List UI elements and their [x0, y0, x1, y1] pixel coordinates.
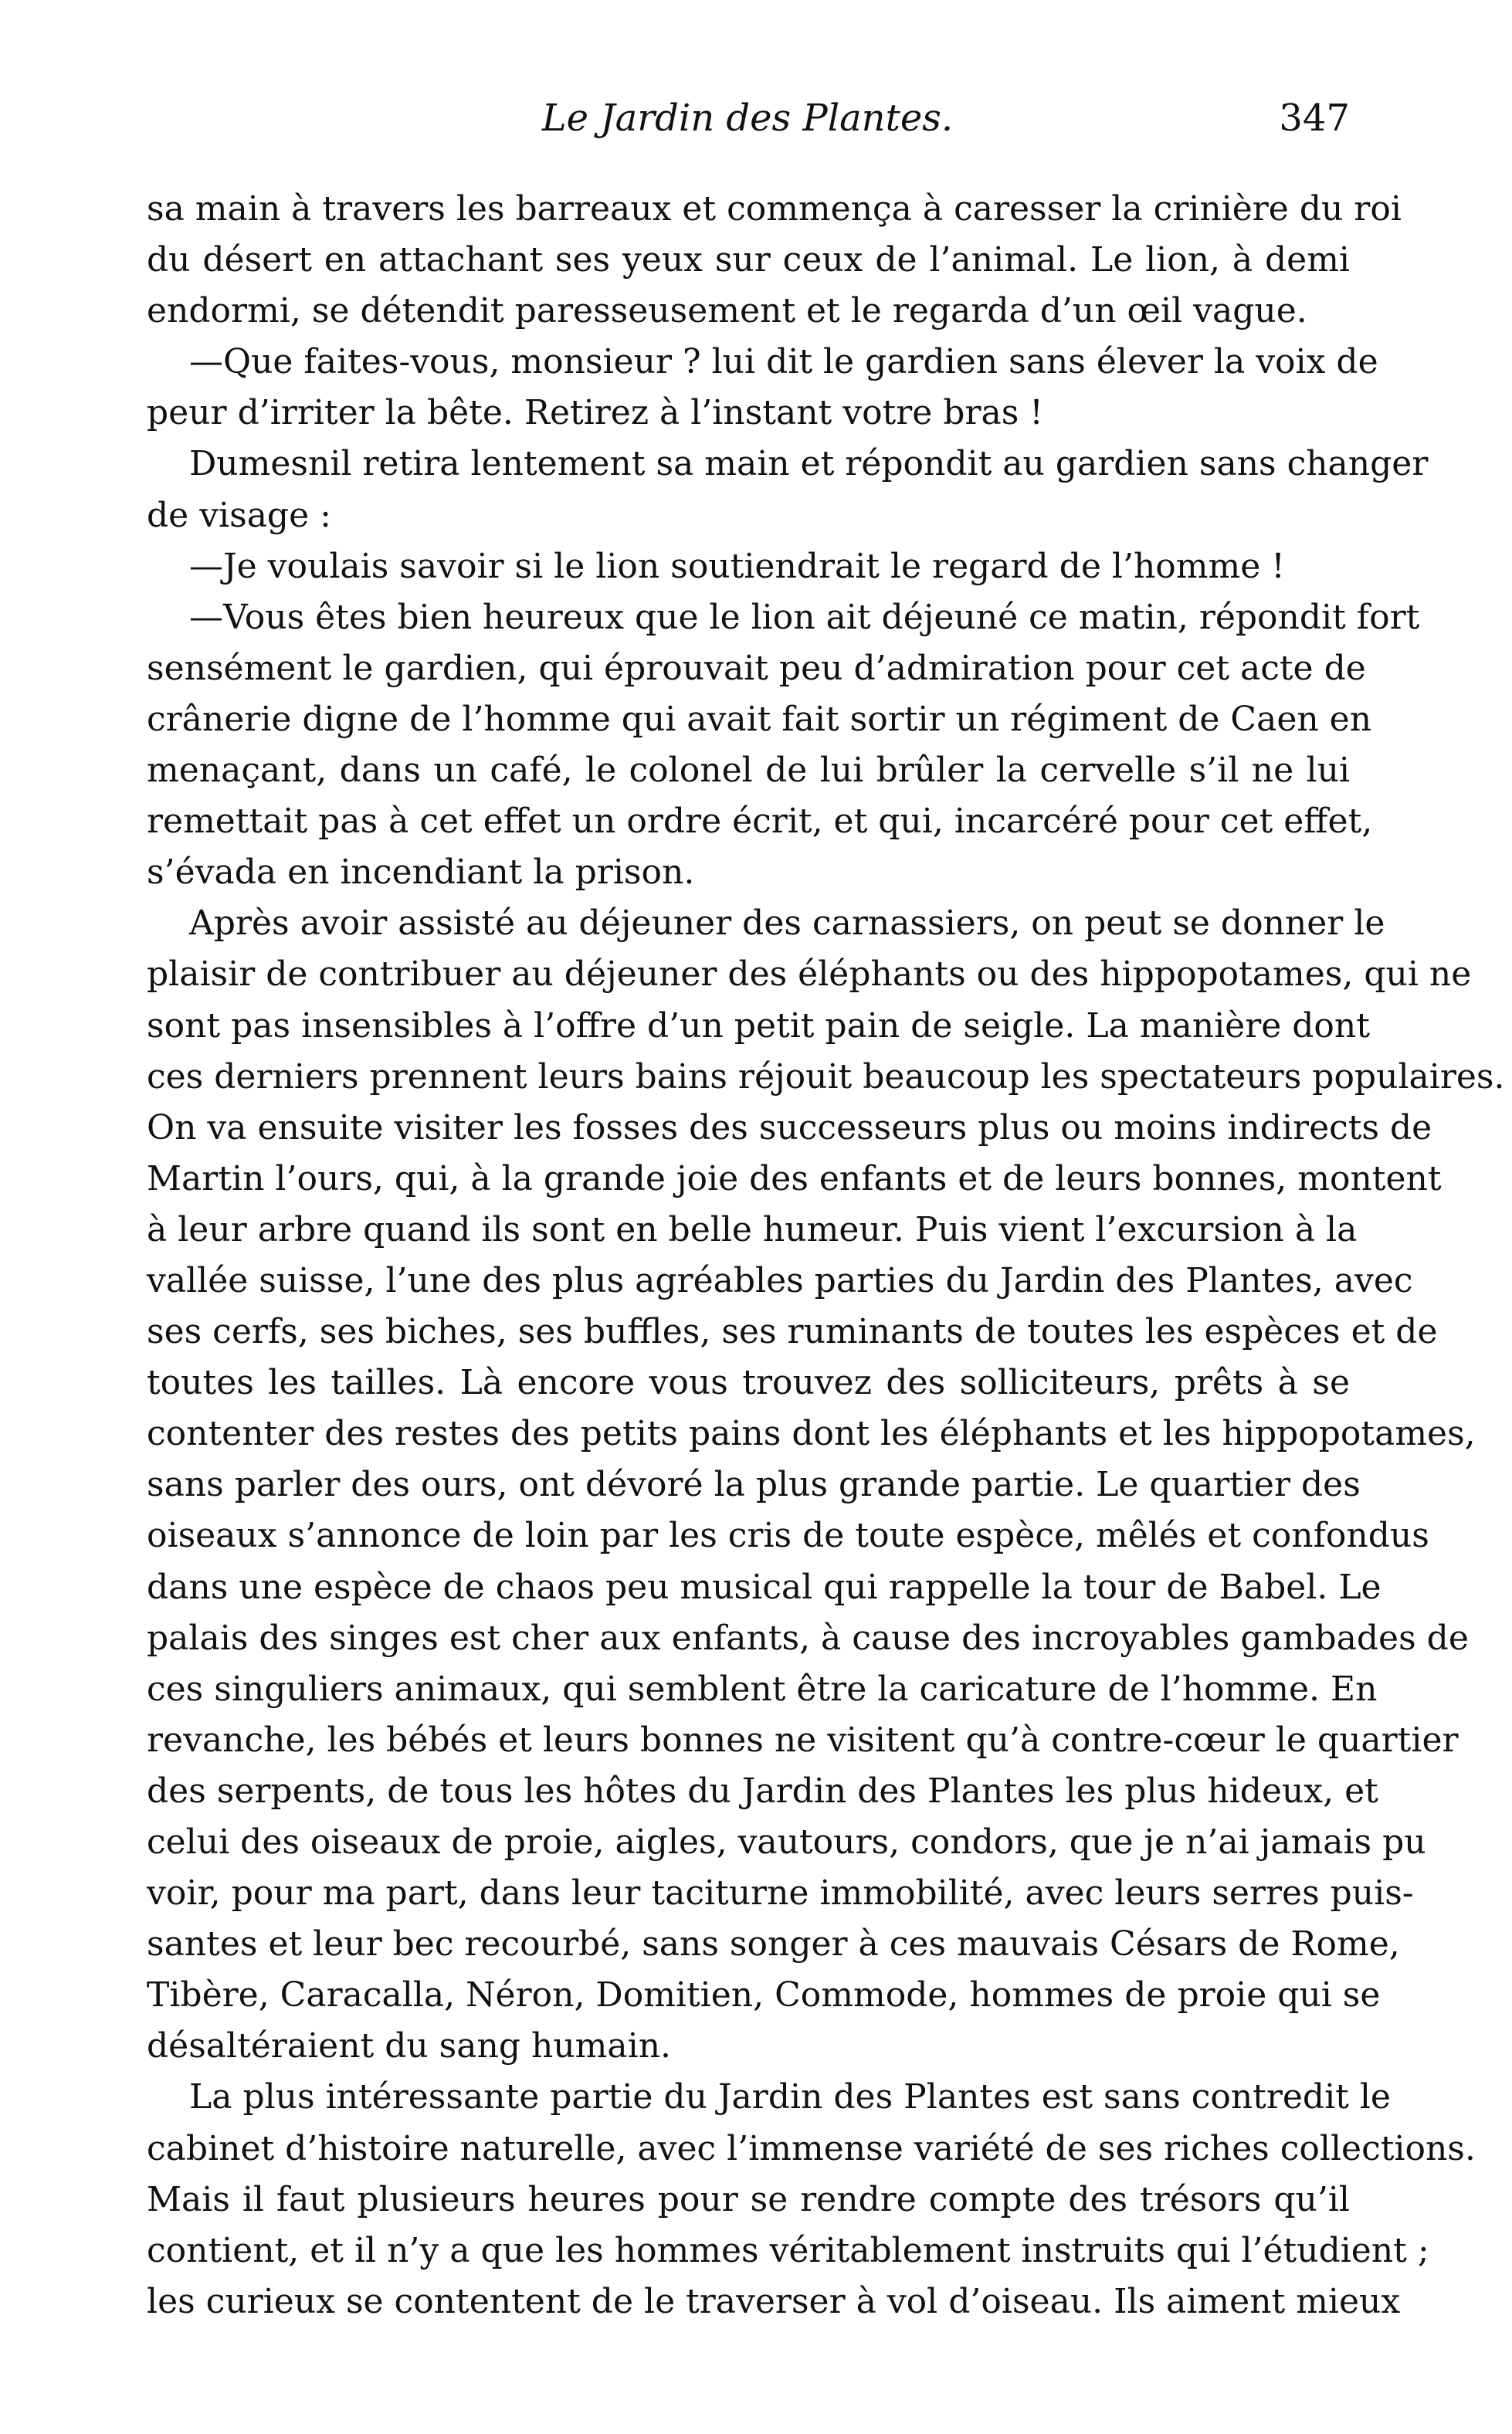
- text-line: crânerie digne de l’homme qui avait fait sortir un régiment de Caen en: [147, 699, 1372, 739]
- text-line: —Vous êtes bien heureux que le lion ait déjeuné ce matin, répondit fort: [189, 597, 1420, 637]
- text-line: Martin l’ours, qui, à la grande joie des enfants et de leurs bonnes, montent: [147, 1158, 1442, 1198]
- text-line: sensément le gardien, qui éprouvait peu d’admiration pour cet acte de: [147, 648, 1366, 688]
- text-line: les curieux se contentent de le traverser à vol d’oiseau. Ils aiment mieux: [147, 2281, 1401, 2321]
- text-line: des serpents, de tous les hôtes du Jardin des Plantes les plus hideux, et: [147, 1771, 1378, 1811]
- text-line: voir, pour ma part, dans leur taciturne immobilité, avec leurs serres puis-: [147, 1873, 1414, 1914]
- text-line: du désert en attachant ses yeux sur ceux de l’animal. Le lion, à demi: [147, 240, 1350, 280]
- text-line: celui des oiseaux de proie, aigles, vautours, condors, que je n’ai jamais pu: [147, 1822, 1426, 1862]
- text-line: ces singuliers animaux, qui semblent être la caricature de l’homme. En: [147, 1669, 1378, 1709]
- text-line: sa main à travers les barreaux et commença à caresser la crinière du roi: [147, 189, 1402, 229]
- text-line: oiseaux s’annonce de loin par les cris de toute espèce, mêlés et confondus: [147, 1516, 1429, 1556]
- text-line: revanche, les bébés et leurs bonnes ne visitent qu’à contre-cœur le quartier: [147, 1720, 1459, 1760]
- text-line: s’évada en incendiant la prison.: [147, 853, 695, 893]
- text-line: Mais il faut plusieurs heures pour se rendre compte des trésors qu’il: [147, 2179, 1350, 2219]
- text-line: ces derniers prennent leurs bains réjouit beaucoup les spectateurs populaires.: [147, 1056, 1505, 1097]
- text-line: désaltéraient du sang humain.: [147, 2026, 672, 2066]
- text-line: palais des singes est cher aux enfants, à cause des incroyables gambades de: [147, 1618, 1469, 1658]
- text-line: ses cerfs, ses biches, ses buffles, ses ruminants de toutes les espèces et de: [147, 1312, 1438, 1352]
- text-line: Dumesnil retira lentement sa main et répondit au gardien sans changer: [189, 444, 1429, 484]
- text-line: contenter des restes des petits pains dont les éléphants et les hippopotames,: [147, 1414, 1476, 1454]
- text-line: contient, et il n’y a que les hommes véritablement instruits qui l’étudient ;: [147, 2230, 1429, 2270]
- page-number: 347: [1279, 97, 1350, 140]
- text-line: remettait pas à cet effet un ordre écrit, et qui, incarcéré pour cet effet,: [147, 802, 1373, 842]
- text-line: endormi, se détendit paresseusement et le regarda d’un œil vague.: [147, 291, 1307, 331]
- text-line: —Je voulais savoir si le lion soutiendrait le regard de l’homme !: [189, 546, 1285, 586]
- running-title: Le Jardin des Plantes.: [541, 97, 954, 140]
- text-line: dans une espèce de chaos peu musical qui rappelle la tour de Babel. Le: [147, 1567, 1381, 1607]
- text-line: plaisir de contribuer au déjeuner des éléphants ou des hippopotames, qui ne: [147, 954, 1472, 995]
- text-line: santes et leur bec recourbé, sans songer à ces mauvais Césars de Rome,: [147, 1924, 1400, 1964]
- text-line: sans parler des ours, ont dévoré la plus grande partie. Le quartier des: [147, 1465, 1361, 1505]
- text-line: Après avoir assisté au déjeuner des carnassiers, on peut se donner le: [189, 903, 1385, 944]
- text-line: de visage :: [147, 495, 331, 535]
- text-line: toutes les tailles. Là encore vous trouvez des solliciteurs, prêts à se: [147, 1363, 1350, 1403]
- text-line: On va ensuite visiter les fosses des successeurs plus ou moins indirects de: [147, 1107, 1432, 1148]
- text-line: —Que faites-vous, monsieur ? lui dit le gardien sans élever la voix de: [189, 342, 1378, 382]
- text-line: vallée suisse, l’une des plus agréables parties du Jardin des Plantes, avec: [147, 1260, 1413, 1300]
- text-line: peur d’irriter la bête. Retirez à l’instant votre bras !: [147, 393, 1043, 433]
- text-line: sont pas insensibles à l’offre d’un petit pain de seigle. La manière dont: [147, 1005, 1370, 1046]
- text-line: cabinet d’histoire naturelle, avec l’immense variété de ses riches collections.: [147, 2128, 1476, 2168]
- text-line: à leur arbre quand ils sont en belle humeur. Puis vient l’excursion à la: [147, 1209, 1358, 1249]
- text-line: La plus intéressante partie du Jardin des Plantes est sans contredit le: [189, 2077, 1391, 2117]
- body-text: [147, 184, 1505, 2327]
- text-line: Tibère, Caracalla, Néron, Domitien, Commode, hommes de proie qui se: [147, 1975, 1381, 2015]
- page-header: [145, 91, 1350, 145]
- text-line: menaçant, dans un café, le colonel de lui brûler la cervelle s’il ne lui: [147, 751, 1350, 791]
